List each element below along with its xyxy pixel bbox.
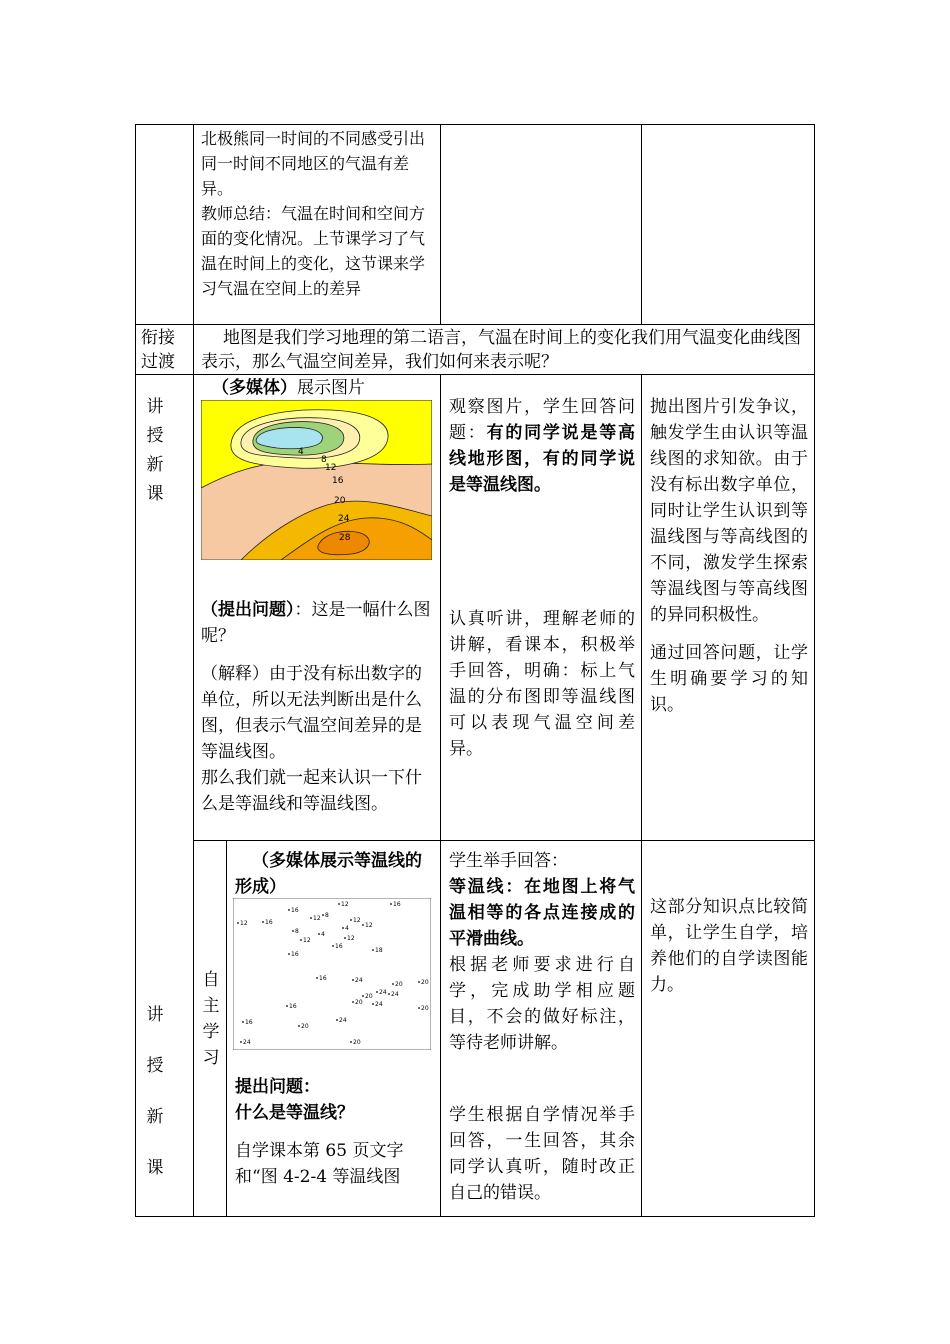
row1-text-2: 教师总结：气温在时间和空间方面的变化情况。上节课学习了气温在时间上的变化，这节课来学习气温在空间上的差异 [201, 204, 426, 298]
lecture-student-part1 [449, 394, 635, 498]
self-sublabel [199, 967, 223, 1071]
dot-label: 8 [295, 928, 299, 935]
self-design-cell [650, 894, 808, 998]
dot-label: 20 [421, 1005, 429, 1012]
lecture-label-text: 讲授新课 [146, 397, 164, 504]
dot-label: 12 [303, 937, 311, 944]
dot-label: 20 [365, 993, 373, 1000]
map-label-12: 12 [325, 463, 337, 473]
self-task: 自学课本第 65 页文字和“图 4-2-4 等温线图 [235, 1141, 404, 1187]
map-label-24: 24 [338, 514, 350, 524]
dot-label: 8 [325, 912, 329, 919]
dot-label: 20 [353, 1039, 361, 1046]
lecture-followup: 那么我们就一起来认识一下什么是等温线和等温线图。 [201, 768, 422, 814]
self-student-practice: 根据老师要求进行自学，完成助学相应题目，不会的做好标注，等待老师讲解。 [449, 955, 635, 1053]
dot-label: 12 [240, 920, 248, 927]
dot-label: 24 [375, 1001, 383, 1008]
lecture-design-part2: 通过回答问题，让学生明确要学习的知识。 [650, 643, 808, 715]
lecture-heading-rest: 展示图片 [297, 378, 365, 398]
self-label-text: 讲授新课 [146, 1005, 164, 1178]
dot-label: 12 [341, 901, 349, 908]
dot-label: 20 [395, 981, 403, 988]
dot-label: 16 [291, 907, 299, 914]
self-student-intro: 学生举手回答： [449, 851, 568, 871]
self-teacher-text [235, 1074, 435, 1190]
self-student-answer: 学生根据自学情况举手回答，一生回答，其余同学认真听，随时改正自己的错误。 [449, 1105, 635, 1203]
dot-label: 16 [393, 901, 401, 908]
self-sublabel-text: 自主学习 [202, 970, 220, 1068]
dot-label: 24 [339, 1017, 347, 1024]
dot-label: 16 [289, 1003, 297, 1010]
dot-label: 12 [347, 935, 355, 942]
lecture-design-cell [650, 394, 808, 718]
lecture-heading [212, 376, 432, 401]
dot-label: 18 [375, 947, 383, 954]
map-label-4: 4 [298, 447, 304, 457]
dot-label: 24 [243, 1039, 251, 1046]
dot-label: 20 [421, 979, 429, 986]
self-heading [235, 848, 435, 900]
map-label-28: 28 [339, 533, 351, 543]
dot-label: 4 [321, 931, 325, 938]
dot-label: 12 [353, 917, 361, 924]
self-student-definition: 等温线：在地图上将气温相等的各点连接成的平滑曲线。 [449, 877, 635, 949]
lecture-student-part1-bold: 有的同学说是等高线地形图，有的同学说是等温线图。 [449, 423, 636, 495]
row1-text-1: 北极熊同一时间的不同感受引出同一时间不同地区的气温有差异。 [201, 129, 426, 198]
dot-label: 24 [355, 977, 363, 984]
dot-label: 20 [301, 1023, 309, 1030]
lecture-explain: （解释）由于没有标出数字的单位，所以无法判断出是什么图，但表示气温空间差异的是等温线图。 [201, 664, 422, 762]
lecture-label [140, 393, 170, 509]
dot-label: 16 [265, 919, 273, 926]
lecture-design-part1: 抛出图片引发争议，触发学生由认识等温线图的求知欲。由于没有标出数字单位，同时让学生认识到等温线图与等高线图的不同，激发学生探索等温线图与等高线图的异同积极性。 [650, 397, 808, 625]
self-question: 什么是等温线？ [235, 1103, 354, 1123]
lecture-question [201, 597, 436, 649]
lecture-teacher-text [201, 597, 436, 817]
dot-label: 4 [345, 925, 349, 932]
map-label-20: 20 [334, 496, 346, 506]
map-label-8: 8 [321, 455, 327, 465]
lecture-question-bold: （提出问题） [201, 600, 295, 620]
dot-temperature-map [233, 898, 431, 1050]
transition-content [201, 326, 809, 374]
dot-label: 12 [313, 915, 321, 922]
transition-label-text: 衔接过渡 [141, 328, 175, 372]
self-question-title: 提出问题： [235, 1077, 320, 1097]
dot-label: 24 [379, 989, 387, 996]
map-label-16: 16 [332, 476, 344, 486]
self-design-text: 这部分知识点比较简单，让学生自学，培养他们的自学读图能力。 [650, 897, 808, 995]
dot-label: 16 [291, 951, 299, 958]
dot-label: 12 [365, 922, 373, 929]
lecture-student-part1-normal: 观察图片，学生回答问题： [449, 397, 635, 443]
dot-label: 16 [335, 943, 343, 950]
lecture-heading-bold: （多媒体） [212, 378, 297, 398]
row1-teacher-cell [201, 126, 436, 301]
lecture-question-rest: ：这是一幅什么图呢？ [201, 600, 431, 646]
lecture-student-cell [449, 394, 635, 762]
self-student-cell [449, 848, 635, 1206]
lecture-student-part2: 认真听讲，理解老师的讲解，看课本，积极举手回答，明确：标上气温的分布图即等温线图可以表现气温空间差异。 [449, 609, 635, 759]
transition-text: 地图是我们学习地理的第二语言，气温在时间上的变化我们用气温变化曲线图表示，那么气温空间差异，我们如何来表示呢？ [201, 328, 801, 372]
self-heading-text: （多媒体展示等温线的形成） [235, 851, 422, 897]
isotherm-map [201, 400, 432, 560]
self-label [140, 990, 170, 1194]
dot-label: 16 [319, 975, 327, 982]
dot-label: 20 [355, 999, 363, 1006]
transition-label [141, 326, 189, 374]
dot-label: 24 [391, 991, 399, 998]
dot-label: 16 [245, 1019, 253, 1026]
